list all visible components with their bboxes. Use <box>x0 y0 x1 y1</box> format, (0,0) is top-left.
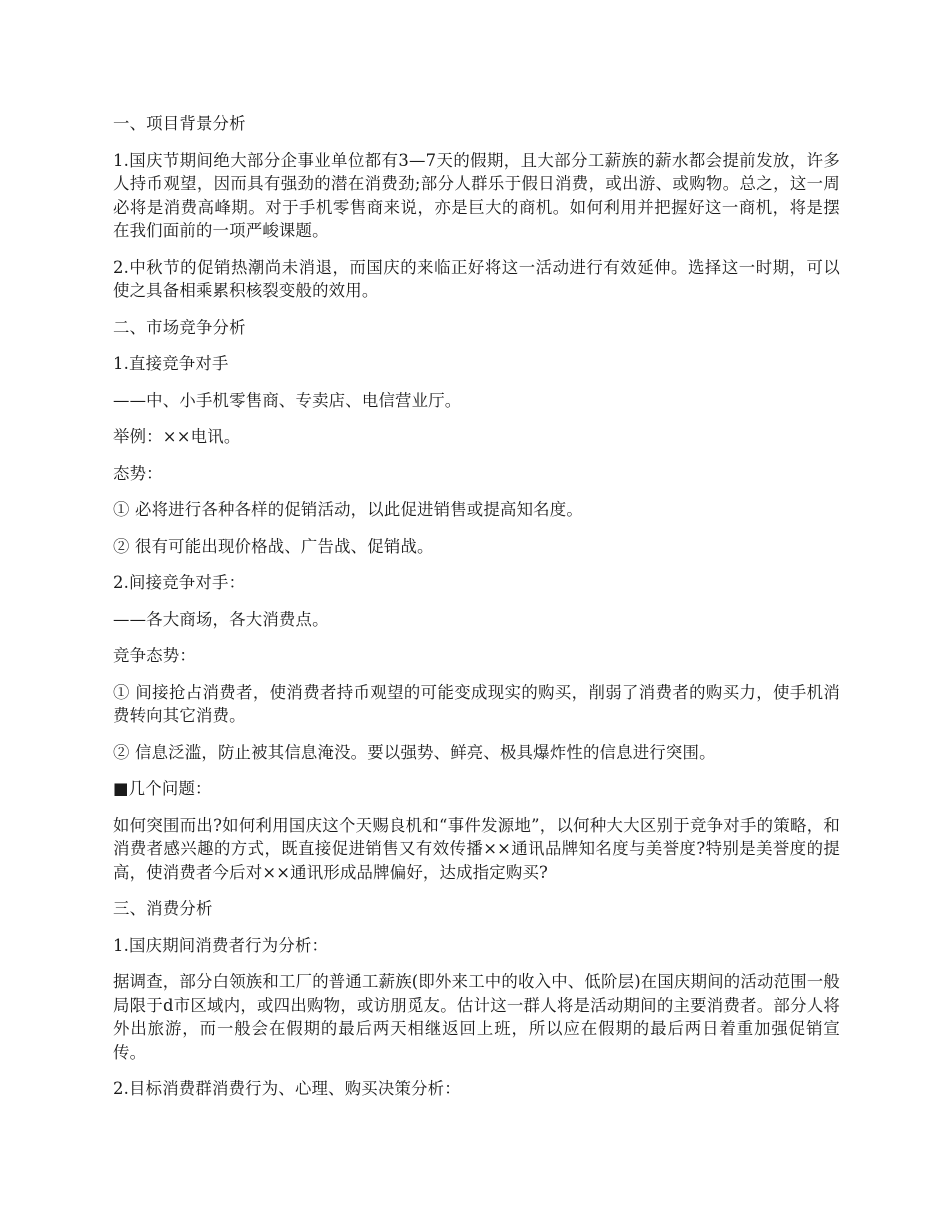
label-questions: ■几个问题： <box>113 779 212 798</box>
section-heading-background: 一、项目背景分析 <box>113 114 246 133</box>
section-heading-competition: 二、市场竞争分析 <box>113 317 246 337</box>
subheading-direct-competitors: 1.直接竞争对手 <box>113 354 229 373</box>
label-situation: 态势： <box>113 463 163 483</box>
paragraph-example: 举例：××电讯。 <box>113 427 241 446</box>
subheading-target-consumers: 2.目标消费群消费行为、心理、购买决策分析： <box>113 1079 461 1098</box>
paragraph-indirect-competitors-list: ——各大商场，各大消费点。 <box>113 609 329 629</box>
section-heading-consumption: 三、消费分析 <box>113 899 213 918</box>
list-item-competitive-1: ① 间接抢占消费者，使消费者持币观望的可能变成现实的购买，削弱了消费者的购买力，使手机消费转向其它消费。 <box>113 682 840 725</box>
list-item-situation-1: ① 必将进行各种各样的促销活动，以此促进销售或提高知名度。 <box>113 500 583 519</box>
paragraph-mid-autumn: 2.中秋节的促销热潮尚未消退，而国庆的来临正好将这一活动进行有效延伸。选择这一时期，可以使之具备相乘累积核裂变般的效用。 <box>113 257 840 300</box>
paragraph-questions: 如何突围而出?如何利用国庆这个天赐良机和“事件发源地”，以何种大大区别于竞争对手的策略，和消费者感兴趣的方式，既直接促进销售又有效传播××通讯品牌知名度与美誉度?特别是美誉度的提高，使消费者今后对××通讯形成品牌偏好，达成指定购买? <box>113 815 840 882</box>
subheading-consumer-behavior: 1.国庆期间消费者行为分析： <box>113 935 329 955</box>
paragraph-holiday-consumption: 1.国庆节期间绝大部分企事业单位都有3—7天的假期，且大部分工薪族的薪水都会提前发放，许多人持币观望，因而具有强劲的潜在消费劲;部分人群乐于假日消费，或出游、或购物。总之，这一周必将是消费高峰期。对于手机零售商来说，亦是巨大的商机。如何利用并把握好这一商机，将是摆在我们面前的一项严峻课题。 <box>113 150 840 240</box>
label-competitive-situation: 竞争态势： <box>113 646 196 665</box>
list-item-situation-2: ② 很有可能出现价格战、广告战、促销战。 <box>113 536 434 556</box>
paragraph-survey: 据调查，部分白领族和工厂的普通工薪族(即外来工中的收入中、低阶层)在国庆期间的活动范围一般局限于d市区域内，或四出购物，或访朋觅友。估计这一群人将是活动期间的主要消费者。部分人将外出旅游，而一般会在假期的最后两天相继返回上班，所以应在假期的最后两日着重加强促销宣传。 <box>113 972 840 1062</box>
subheading-indirect-competitors: 2.间接竞争对手： <box>113 573 246 592</box>
paragraph-direct-competitors-list: ——中、小手机零售商、专卖店、电信营业厅。 <box>113 390 462 410</box>
list-item-competitive-2: ② 信息泛滥，防止被其信息淹没。要以强势、鲜亮、极具爆炸性的信息进行突围。 <box>113 742 716 762</box>
